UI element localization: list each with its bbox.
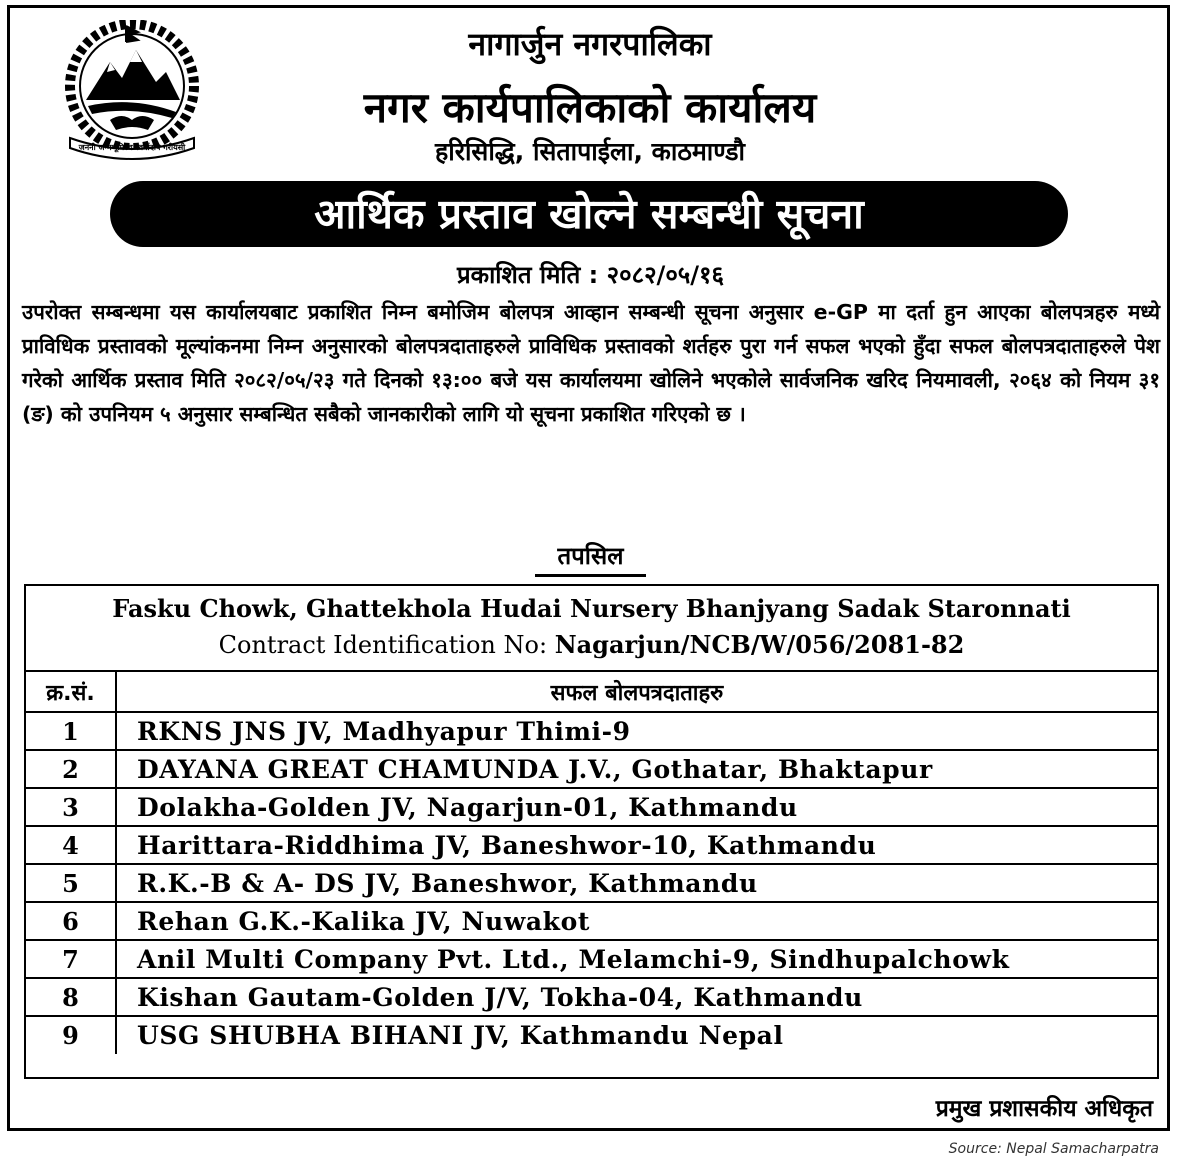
row-bidder: Kishan Gautam-Golden J/V, Tokha-04, Kathmandu bbox=[116, 978, 1157, 1016]
municipality-name: नागार्जुन नगरपालिका bbox=[468, 25, 712, 63]
bidders-table-box bbox=[24, 584, 1159, 1079]
nepal-emblem-icon bbox=[52, 20, 212, 160]
contract-id-line bbox=[26, 630, 1157, 659]
row-sn: 3 bbox=[26, 788, 116, 826]
row-bidder: R.K.-B & A- DS JV, Baneshwor, Kathmandu bbox=[116, 864, 1157, 902]
table-row bbox=[26, 940, 1157, 978]
row-sn: 7 bbox=[26, 940, 116, 978]
row-bidder: RKNS JNS JV, Madhyapur Thimi-9 bbox=[116, 712, 1157, 750]
table-row bbox=[26, 864, 1157, 902]
row-sn: 2 bbox=[26, 750, 116, 788]
table-header-row bbox=[26, 672, 1157, 712]
col-header-name: सफल बोलपत्रदाताहरु bbox=[116, 672, 1157, 712]
table-row bbox=[26, 788, 1157, 826]
tapasil-heading bbox=[0, 539, 1181, 577]
office-name: नगर कार्यपालिकाको कार्यालय bbox=[363, 83, 817, 132]
row-bidder: Rehan G.K.-Kalika JV, Nuwakot bbox=[116, 902, 1157, 940]
project-info bbox=[26, 586, 1157, 672]
project-name: Fasku Chowk, Ghattekhola Hudai Nursery Bhanjyang Sadak Staronnati bbox=[112, 594, 1071, 623]
tapasil-label: तपसिल bbox=[535, 539, 645, 577]
contract-label: Contract Identification No: bbox=[218, 631, 548, 659]
row-sn: 4 bbox=[26, 826, 116, 864]
notice-body: उपरोक्त सम्बन्धमा यस कार्यालयबाट प्रकाशित निम्न बमोजिम बोलपत्र आव्हान सम्बन्धी सूचना अनुसार e-GP मा दर्ता हुन आएका बोलपत्रहरु मध्ये प्राविधिक प्रस्तावको मूल्यांकनमा निम्न अनुसारको बोलपत्रदाताहरुले प्राविधिक प्रस्तावको शर्तहरु पुरा गर्न सफल भएको हुँदा सफल बोलपत्रदाताहरुले पेश गरेको आर्थिक प्रस्ताव मिति २०८२/०५/२३ गते दिनको १३:०० बजे यस कार्यालयमा खोलिने भएकोले सार्वजनिक खरिद नियमावली, २०६४ को नियम ३१ (ङ) को उपनियम ५ अनुसार सम्बन्धित सबैको जानकारीको लागि यो सूचना प्रकाशित गरिएको छ । bbox=[22, 300, 1160, 426]
row-sn: 6 bbox=[26, 902, 116, 940]
row-bidder: Dolakha-Golden JV, Nagarjun-01, Kathmandu bbox=[116, 788, 1157, 826]
row-sn: 5 bbox=[26, 864, 116, 902]
contract-number: Nagarjun/NCB/W/056/2081-82 bbox=[554, 630, 965, 659]
col-header-sn: क्र.सं. bbox=[26, 672, 116, 712]
bidders-table bbox=[26, 672, 1157, 1054]
notice-title: आर्थिक प्रस्ताव खोल्ने सम्बन्धी सूचना bbox=[110, 181, 1068, 247]
office-address: हरिसिद्धि, सितापाईला, काठमाण्डौ bbox=[434, 137, 746, 166]
table-row bbox=[26, 902, 1157, 940]
row-bidder: Anil Multi Company Pvt. Ltd., Melamchi-9, Sindhupalchowk bbox=[116, 940, 1157, 978]
table-row bbox=[26, 978, 1157, 1016]
published-date: प्रकाशित मिति : २०८२/०५/१६ bbox=[456, 261, 725, 289]
row-sn: 9 bbox=[26, 1016, 116, 1054]
table-row bbox=[26, 826, 1157, 864]
source-credit: Source: Nepal Samacharpatra bbox=[948, 1141, 1159, 1157]
row-bidder: DAYANA GREAT CHAMUNDA J.V., Gothatar, Bhaktapur bbox=[116, 750, 1157, 788]
row-bidder: Harittara-Riddhima JV, Baneshwor-10, Kathmandu bbox=[116, 826, 1157, 864]
row-sn: 8 bbox=[26, 978, 116, 1016]
signatory: प्रमुख प्रशासकीय अधिकृत bbox=[935, 1096, 1153, 1122]
table-row bbox=[26, 712, 1157, 750]
row-bidder: USG SHUBHA BIHANI JV, Kathmandu Nepal bbox=[116, 1016, 1157, 1054]
table-row bbox=[26, 750, 1157, 788]
emblem-motto: जननी जन्मभूमिश्च स्वर्गादपि गरीयसी bbox=[78, 143, 186, 152]
table-row bbox=[26, 1016, 1157, 1054]
row-sn: 1 bbox=[26, 712, 116, 750]
